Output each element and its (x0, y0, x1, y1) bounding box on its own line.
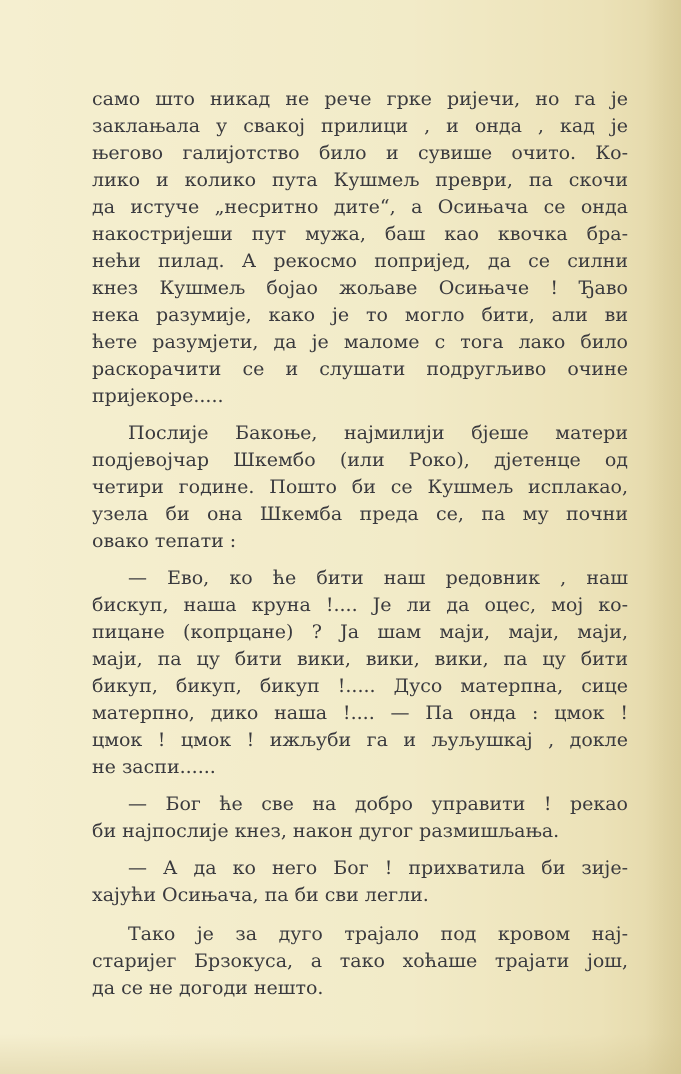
page-text (92, 86, 628, 1002)
text-line: хајући Осињача, па би сви легли. (92, 884, 429, 906)
text-line: ћете разумјети, да је маломе с тога лако било (92, 331, 628, 353)
text-line: — Бог ће све на добро управити ! рекао (128, 793, 628, 815)
text-line: — А да ко него Бог ! прихватила би зије- (128, 857, 628, 879)
text-line: пријекоре..... (92, 385, 224, 407)
text-line: матерпно, дико наша !.... — Па онда : цмок ! (92, 702, 628, 724)
paragraph-2 (92, 420, 628, 555)
text-line: старијег Брзокуса, а тако хоћаше трајати још, (92, 950, 628, 972)
paragraph-6 (92, 921, 628, 1002)
text-line: нећи пилад. А рекосмо попријед, да се силни (92, 250, 628, 272)
text-line: — Ево, ко ће бити наш редовник , наш (128, 567, 628, 589)
text-line: лико и колико пута Кушмељ преври, па скочи (92, 169, 628, 191)
text-line: нека разумије, како је то могло бити, али ви (92, 304, 628, 326)
text-line: кнез Кушмељ бојао жољаве Осињаче ! Ђаво (92, 277, 628, 299)
text-line: би најпослије кнез, након дугог размишљања. (92, 820, 560, 842)
page-bottom-shadow (0, 1034, 681, 1074)
text-line: узела би она Шкемба преда се, па му почни (92, 503, 628, 525)
page-edge-shadow (645, 0, 681, 1074)
text-line: да се не догоди нешто. (92, 977, 324, 999)
text-line: заклањала у свакој прилици , и онда , кад је (92, 115, 628, 137)
text-line: Тако је за дуго трајало под кровом нај- (128, 923, 628, 945)
text-line: подјевојчар Шкембо (или Роко), дјетенце од (92, 449, 628, 471)
text-line: раскорачити се и слушати подругљиво очине (92, 358, 628, 380)
text-line: накостријеши пут мужа, баш као квочка бра- (92, 223, 628, 245)
paragraph-1 (92, 86, 628, 410)
text-line: да истуче „несритно дите“, а Осињача се онда (92, 196, 628, 218)
text-line: четири године. Пошто би се Кушмељ исплакао, (92, 476, 628, 498)
text-line: не заспи...... (92, 756, 216, 778)
text-line: пицане (копрцане) ? Ја шам маји, маји, маји, (92, 621, 628, 643)
text-line: маји, па цу бити вики, вики, вики, па цу бити (92, 648, 628, 670)
text-line: само што никад не рече грке ријечи, но га је (92, 88, 628, 110)
paragraph-3 (92, 565, 628, 781)
paragraph-4 (92, 791, 628, 845)
text-line: цмок ! цмок ! ижљуби га и љуљушкај , докле (92, 729, 628, 751)
text-line: бискуп, наша круна !.... Је ли да оцес, мој ко- (92, 594, 628, 616)
text-line: овако тепати : (92, 530, 237, 552)
text-line: Послије Бакоње, најмилији бјеше матери (128, 422, 628, 444)
paragraph-5 (92, 855, 628, 909)
text-line: његово галијотство било и сувише очито. Ко- (92, 142, 628, 164)
text-line: бикуп, бикуп, бикуп !..... Дусо матерпна, сице (92, 675, 628, 697)
